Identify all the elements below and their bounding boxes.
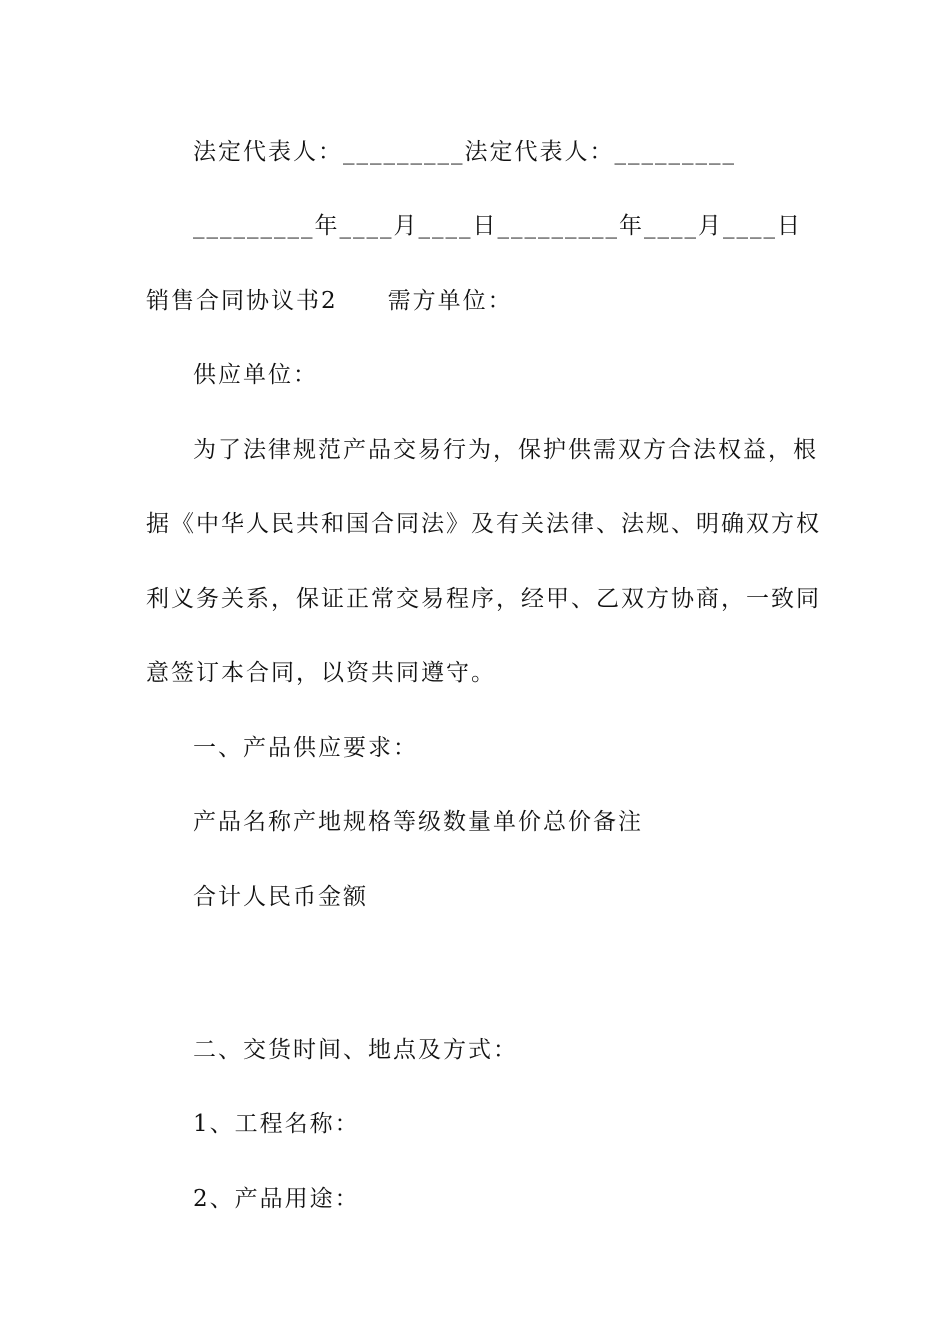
preamble-line-1: 为了法律规范产品交易行为，保护供需双方合法权益，根 — [193, 437, 818, 463]
total-amount-label: 合计人民币金额 — [193, 884, 368, 910]
project-name-label: 1、工程名称： — [193, 1111, 360, 1137]
contract-title-and-buyer-label: 销售合同协议书2 需方单位： — [146, 288, 513, 314]
signature-date-line: _________年____月____日_________年____月____日 — [193, 213, 802, 239]
product-table-header: 产品名称产地规格等级数量单价总价备注 — [193, 809, 643, 835]
preamble-line-4: 意签订本合同，以资共同遵守。 — [146, 660, 496, 686]
preamble-line-2: 据《中华人民共和国合同法》及有关法律、法规、明确双方权 — [146, 511, 821, 537]
preamble-line-3: 利义务关系，保证正常交易程序，经甲、乙双方协商，一致同 — [146, 586, 821, 612]
supplier-label: 供应单位： — [193, 362, 318, 388]
section-1-heading: 一、产品供应要求： — [193, 735, 418, 761]
section-2-heading: 二、交货时间、地点及方式： — [193, 1037, 518, 1063]
legal-representative-signature-line: 法定代表人：_________法定代表人：_________ — [193, 139, 736, 165]
product-usage-label: 2、产品用途： — [193, 1186, 360, 1212]
